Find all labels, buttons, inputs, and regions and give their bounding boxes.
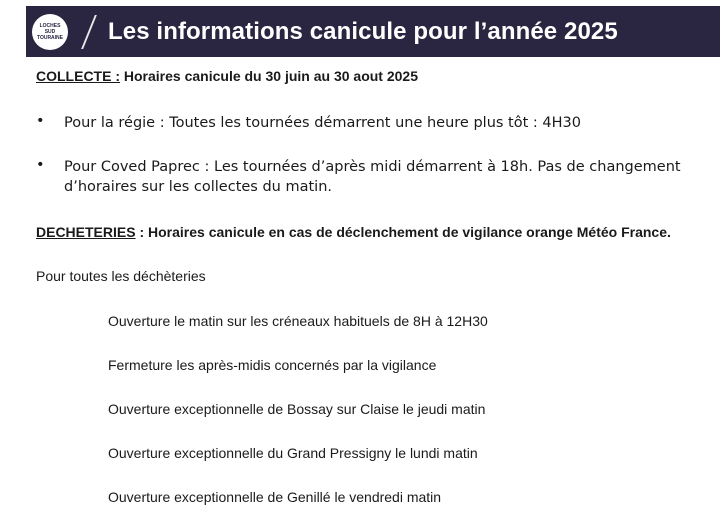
decheteries-intro: Pour toutes les déchèteries (36, 268, 206, 284)
logo-line-3: TOURAINE (36, 34, 64, 41)
decheteries-heading (36, 224, 671, 240)
bullet-marker: • (36, 157, 45, 173)
decheterie-item-5: Ouverture exceptionnelle de Genillé le vendredi matin (108, 489, 442, 505)
collecte-label: COLLECTE : (36, 68, 120, 84)
collecte-text: Horaires canicule du 30 juin au 30 aout 2025 (120, 68, 419, 84)
decheteries-label: DECHETERIES (36, 224, 136, 240)
bullet-text-line-1: Pour Coved Paprec : Les tournées d’après midi démarrent à 18h. Pas de changement (64, 159, 681, 175)
header-banner (26, 6, 720, 57)
decheterie-item-2: Fermeture les après-midis concernés par la vigilance (108, 357, 437, 373)
decheterie-item-1: Ouverture le matin sur les créneaux habituels de 8H à 12H30 (108, 313, 488, 329)
page-title: Les informations canicule pour l’année 2025 (108, 17, 618, 45)
bullet-marker: • (36, 113, 45, 129)
decheterie-item-3: Ouverture exceptionnelle de Bossay sur Claise le jeudi matin (108, 401, 486, 417)
decheteries-text: : Horaires canicule en cas de déclenchement de vigilance orange Météo France. (135, 224, 671, 240)
loches-sud-touraine-logo (32, 14, 68, 50)
decheterie-item-4: Ouverture exceptionnelle du Grand Pressigny le lundi matin (108, 445, 478, 461)
logo-line-2: SUD (44, 28, 56, 35)
bullet-text-line-2: d’horaires sur les collectes du matin. (64, 179, 332, 195)
logo-line-1: LOCHES (39, 22, 61, 29)
collecte-heading (36, 68, 418, 84)
bullet-text: Pour la régie : Toutes les tournées démarrent une heure plus tôt : 4H30 (64, 115, 581, 131)
divider-slash (81, 15, 97, 49)
